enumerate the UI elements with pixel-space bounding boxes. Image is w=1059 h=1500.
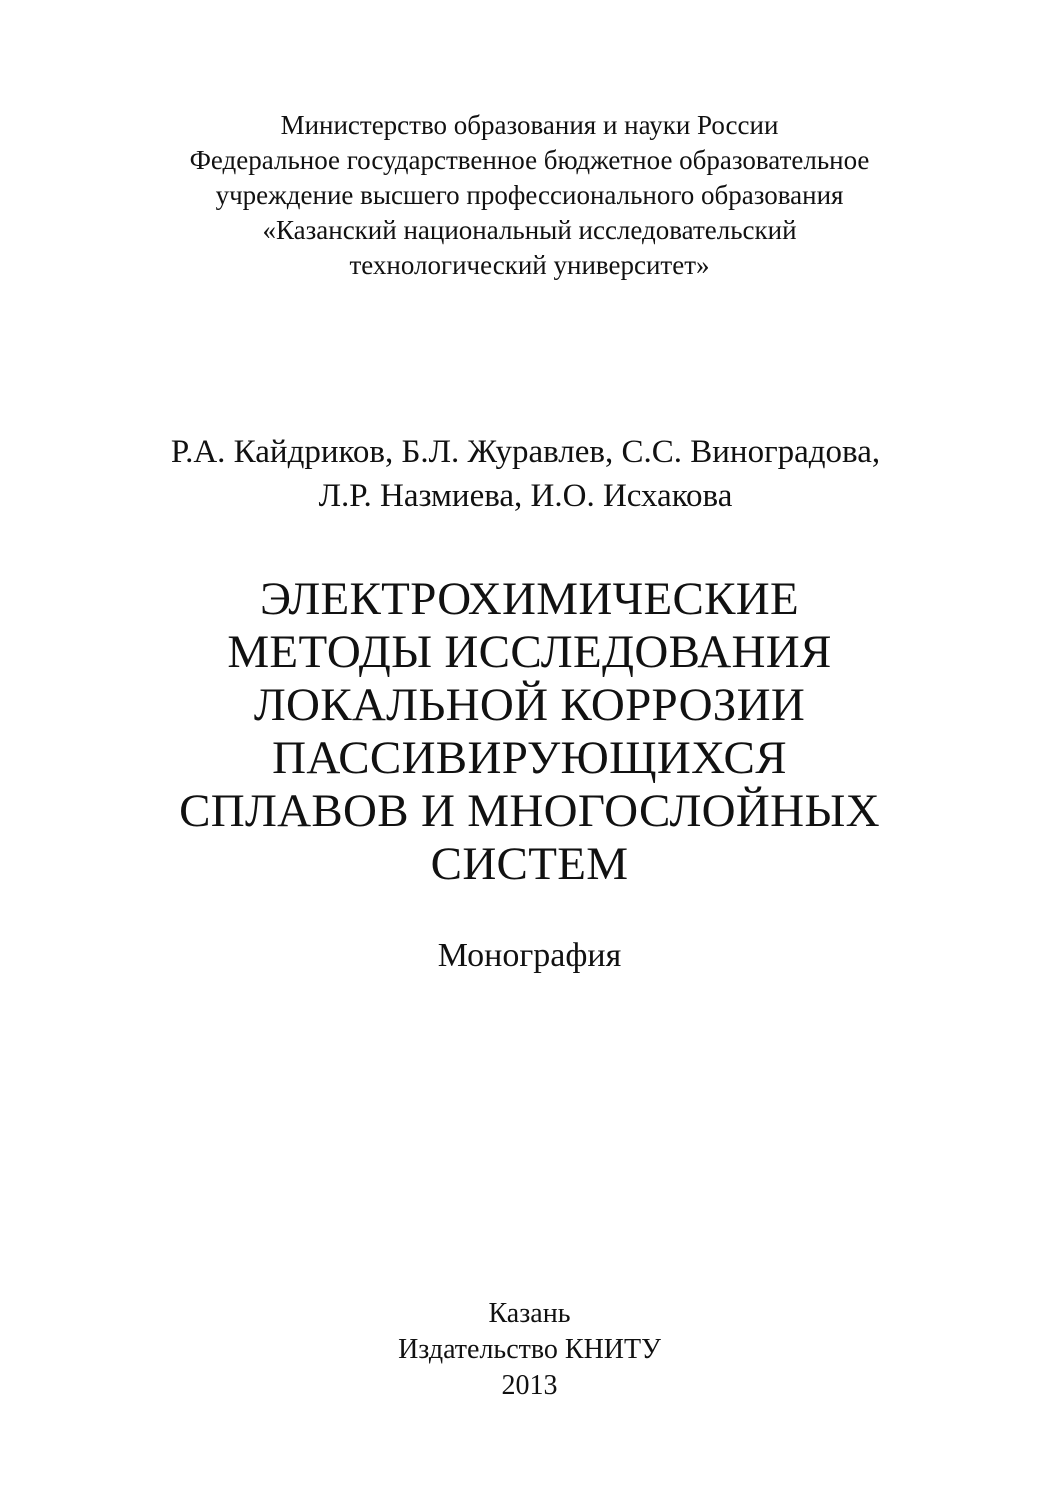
institution-line: Федеральное государственное бюджетное образовательное [189,145,870,175]
imprint-year: 2013 [501,1370,558,1401]
authors [0,430,1055,518]
institution-header [0,108,1059,283]
title-line: ЛОКАЛЬНОЙ КОРРОЗИИ [253,679,806,731]
imprint [0,1296,1059,1404]
title-line: СПЛАВОВ И МНОГОСЛОЙНЫХ [179,785,880,837]
imprint-publisher: Издательство КНИТУ [398,1334,661,1365]
title-line: СИСТЕМ [430,838,629,890]
genre-label [0,935,1059,977]
book-title [0,573,1059,891]
imprint-city: Казань [488,1298,571,1329]
genre-text: Монография [437,937,622,974]
authors-line: Л.Р. Назмиева, И.О. Исхакова [318,478,733,514]
title-line: ЭЛЕКТРОХИМИЧЕСКИЕ [259,573,799,625]
title-line: МЕТОДЫ ИССЛЕДОВАНИЯ [227,626,832,678]
institution-line: учреждение высшего профессионального образования [215,180,844,210]
institution-line: «Казанский национальный исследовательский [262,215,797,245]
institution-line: технологический университет» [349,250,710,280]
authors-line: Р.А. Кайдриков, Б.Л. Журавлев, С.С. Виноградова, [170,434,881,470]
institution-line: Министерство образования и науки России [280,110,779,140]
title-line: ПАССИВИРУЮЩИХСЯ [272,732,787,784]
